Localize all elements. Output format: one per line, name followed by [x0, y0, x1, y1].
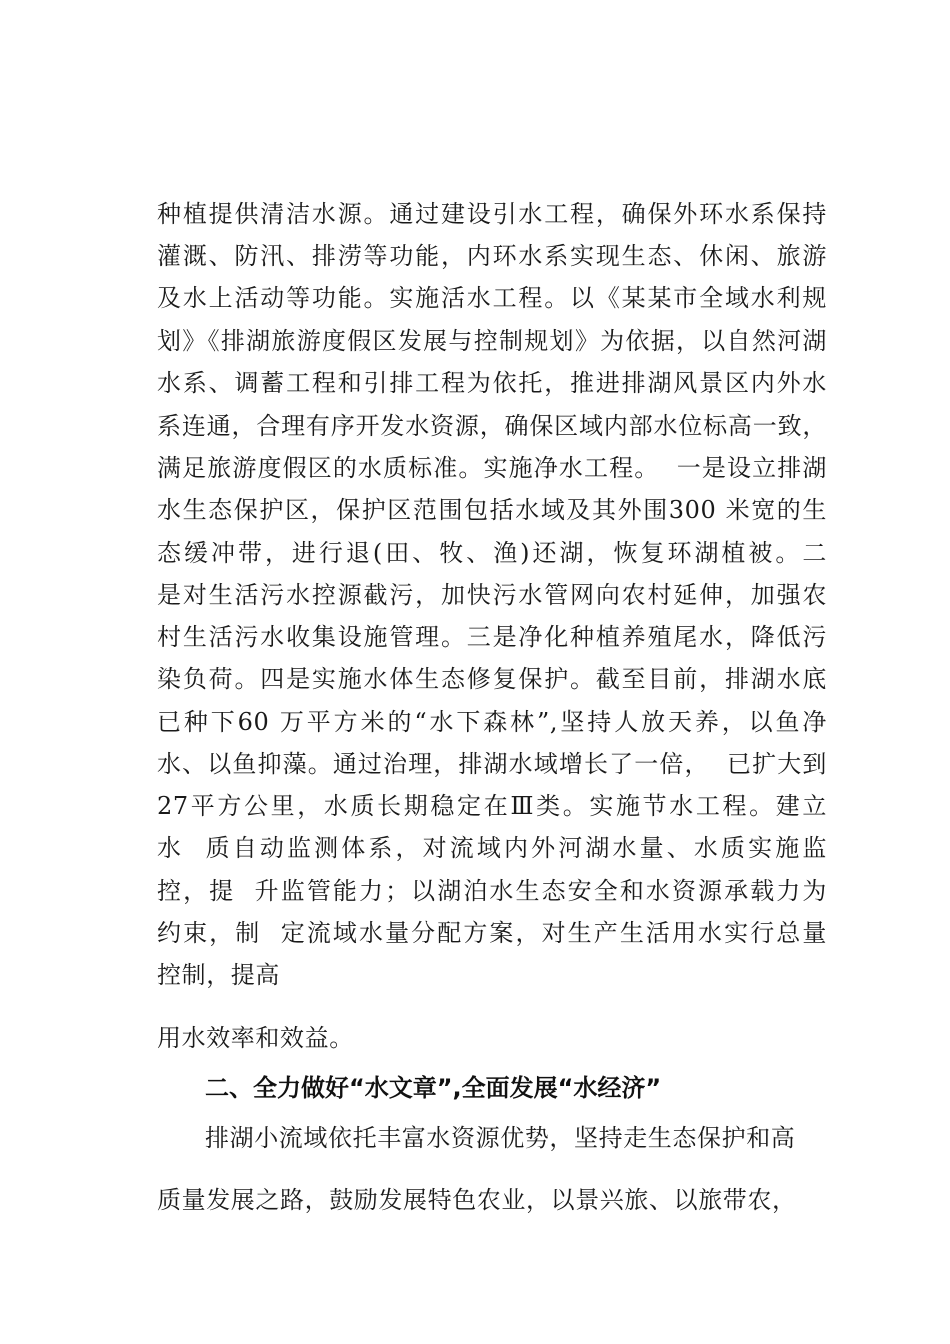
- body-text-line: 划》《排湖旅游度假区发展与控制规划》为依据，以自然河湖: [157, 327, 827, 355]
- body-text-line: 水系、调蓄工程和引排工程为依托，推进排湖风景区内外水: [157, 369, 827, 397]
- body-text-line: 村生活污水收集设施管理。三是净化种植养殖尾水，降低污: [157, 623, 827, 651]
- body-text-line: 系连通，合理有序开发水资源，确保区域内部水位标高一致，: [157, 412, 827, 440]
- body-text-line: 是对生活污水控源截污，加快污水管网向农村延伸，加强农: [157, 581, 827, 609]
- body-text-line: 质量发展之路，鼓励发展特色农业，以景兴旅、以旅带农，: [157, 1186, 797, 1214]
- body-text-line: 水生态保护区，保护区范围包括水域及其外围300 米宽的生: [157, 496, 827, 524]
- section-heading: 二、全力做好“水文章”,全面发展“水经济”: [205, 1074, 662, 1102]
- body-text-line: 灌溉、防汛、排涝等功能，内环水系实现生态、休闲、旅游: [157, 242, 827, 270]
- body-text-line: 控制，提高: [157, 961, 280, 989]
- body-text-line: 控，提 升监管能力；以湖泊水生态安全和水资源承载力为: [157, 877, 827, 905]
- body-text-line: 染负荷。四是实施水体生态修复保护。截至目前，排湖水底: [157, 665, 827, 693]
- paragraph-first-line: 排湖小流域依托丰富水资源优势，坚持走生态保护和高: [205, 1124, 796, 1152]
- body-text-line: 种植提供清洁水源。通过建设引水工程，确保外环水系保持: [157, 200, 827, 228]
- body-text-line: 已种下60 万平方米的“水下森林”,坚持人放天养，以鱼净: [157, 708, 827, 736]
- body-text-line: 水、以鱼抑藻。通过治理，排湖水域增长了一倍， 已扩大到: [157, 750, 827, 778]
- body-text-line: 及水上活动等功能。实施活水工程。以《某某市全域水利规: [157, 284, 827, 312]
- body-text-line: 满足旅游度假区的水质标准。实施净水工程。 一是设立排湖: [157, 454, 827, 482]
- body-text-line: 27平方公里，水质长期稳定在Ⅲ类。实施节水工程。建立: [157, 792, 827, 820]
- body-text-line: 水 质自动监测体系，对流域内外河湖水量、水质实施监: [157, 834, 827, 862]
- body-text-line: 约束，制 定流域水量分配方案，对生产生活用水实行总量: [157, 919, 827, 947]
- body-text-continuation: 用水效率和效益。: [157, 1024, 354, 1052]
- body-text-line: 态缓冲带，进行退(田、牧、渔)还湖，恢复环湖植被。二: [157, 539, 827, 567]
